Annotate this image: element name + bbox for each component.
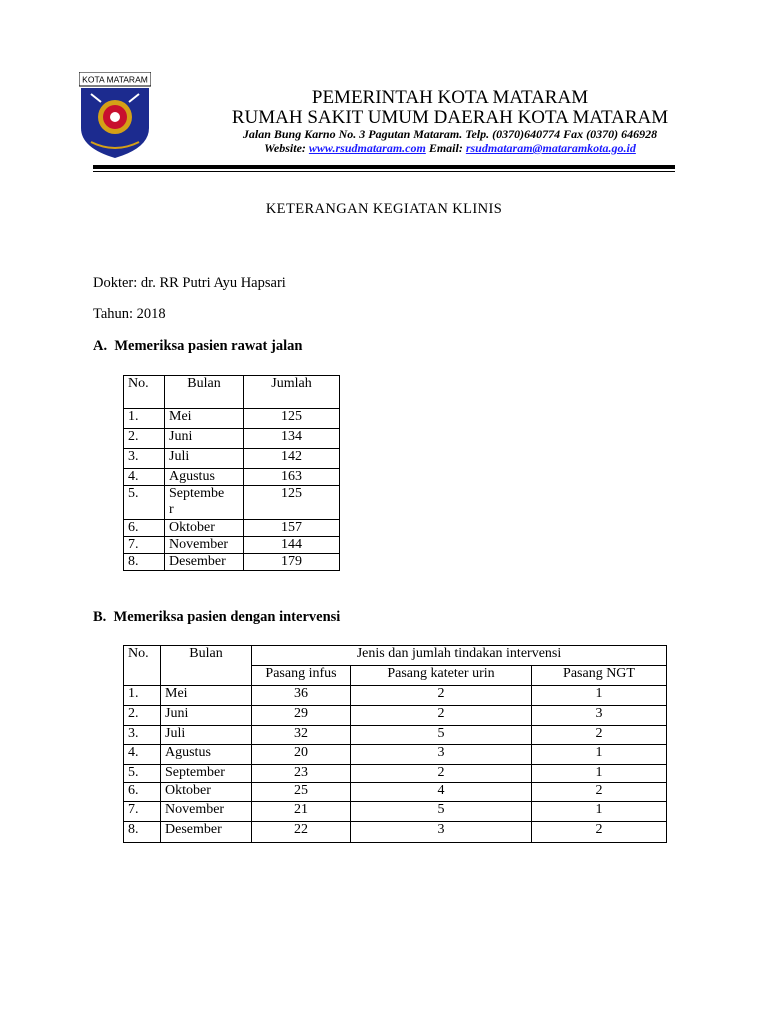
table-cell: Septembe r bbox=[165, 486, 244, 520]
table-row bbox=[124, 726, 667, 745]
section-a-heading: A. Memeriksa pasien rawat jalan bbox=[93, 338, 303, 354]
doctor-name: Dokter: dr. RR Putri Ayu Hapsari bbox=[93, 275, 286, 291]
table-row bbox=[124, 520, 340, 537]
table-row bbox=[124, 486, 340, 520]
table-cell: 3. bbox=[124, 726, 161, 745]
table-cell: 1. bbox=[124, 409, 165, 429]
table-row bbox=[124, 686, 667, 706]
table-cell: 142 bbox=[244, 449, 340, 469]
table-cell: 144 bbox=[244, 537, 340, 554]
letterhead-government: PEMERINTAH KOTA MATARAM bbox=[311, 87, 589, 108]
table-cell: Desember bbox=[165, 554, 244, 571]
table-cell: 4. bbox=[124, 745, 161, 765]
table-cell: 1 bbox=[532, 802, 667, 822]
table-cell: 20 bbox=[252, 745, 351, 765]
header-cell: Bulan bbox=[161, 646, 252, 686]
table-cell: 25 bbox=[252, 783, 351, 802]
table-row bbox=[124, 554, 340, 571]
letterhead-hospital-name: RUMAH SAKIT UMUM DAERAH KOTA MATARAM bbox=[231, 107, 669, 128]
table-cell: 8. bbox=[124, 554, 165, 571]
table-row bbox=[124, 429, 340, 449]
table-cell: 2. bbox=[124, 429, 165, 449]
table-cell: 7. bbox=[124, 537, 165, 554]
website-link[interactable]: www.rsudmataram.com bbox=[308, 141, 426, 155]
header-cell: Jumlah bbox=[244, 376, 340, 409]
table-cell: 22 bbox=[252, 822, 351, 843]
intervention-table bbox=[123, 645, 667, 843]
table-cell: Juni bbox=[161, 706, 252, 726]
table-cell: 5. bbox=[124, 765, 161, 783]
table-cell: 3 bbox=[351, 822, 532, 843]
table-cell: 163 bbox=[244, 469, 340, 486]
table-row bbox=[124, 449, 340, 469]
table-row bbox=[124, 706, 667, 726]
table-cell: Agustus bbox=[165, 469, 244, 486]
table-cell: 4. bbox=[124, 469, 165, 486]
section-b-heading: B. Memeriksa pasien dengan intervensi bbox=[93, 609, 341, 625]
svg-text:KOTA MATARAM: KOTA MATARAM bbox=[82, 74, 148, 85]
table-row bbox=[124, 537, 340, 554]
kota-mataram-emblem bbox=[79, 72, 151, 158]
table-cell: 6. bbox=[124, 520, 165, 537]
header-cell: Pasang infus bbox=[252, 666, 351, 686]
table-cell: 134 bbox=[244, 429, 340, 449]
table-cell: 3. bbox=[124, 449, 165, 469]
table-cell: Agustus bbox=[161, 745, 252, 765]
table-cell: 1. bbox=[124, 686, 161, 706]
email-link[interactable]: rsudmataram@mataramkota.go.id bbox=[465, 141, 636, 155]
letterhead-rule-thin bbox=[93, 171, 675, 172]
letterhead-contact bbox=[150, 141, 750, 156]
table-cell: Oktober bbox=[165, 520, 244, 537]
table-cell: 2 bbox=[351, 765, 532, 783]
table-cell: 3 bbox=[532, 706, 667, 726]
table-row bbox=[124, 745, 667, 765]
table-cell: 2 bbox=[532, 726, 667, 745]
table-cell: Mei bbox=[165, 409, 244, 429]
table-cell: Mei bbox=[161, 686, 252, 706]
table-cell: 23 bbox=[252, 765, 351, 783]
table-cell: September bbox=[161, 765, 252, 783]
table-cell: Juli bbox=[165, 449, 244, 469]
header-group-cell: Jenis dan jumlah tindakan intervensi bbox=[252, 646, 667, 666]
header-cell: Bulan bbox=[165, 376, 244, 409]
table-row bbox=[124, 409, 340, 429]
table-cell: 5 bbox=[351, 802, 532, 822]
table-cell: 2 bbox=[532, 822, 667, 843]
table-cell: 2 bbox=[351, 686, 532, 706]
table-cell: 3 bbox=[351, 745, 532, 765]
table-cell: 2 bbox=[351, 706, 532, 726]
table-cell: Desember bbox=[161, 822, 252, 843]
table-cell: 1 bbox=[532, 745, 667, 765]
table-cell: 157 bbox=[244, 520, 340, 537]
header-cell: Pasang NGT bbox=[532, 666, 667, 686]
table-cell: 4 bbox=[351, 783, 532, 802]
table-row bbox=[124, 783, 667, 802]
table-header-row bbox=[124, 646, 667, 666]
table-cell: 1 bbox=[532, 686, 667, 706]
table-cell: November bbox=[165, 537, 244, 554]
table-cell: Juni bbox=[165, 429, 244, 449]
table-header-row bbox=[124, 376, 340, 409]
table-cell: 5. bbox=[124, 486, 165, 520]
website-label: Website: bbox=[264, 141, 306, 155]
outpatient-table bbox=[123, 375, 340, 571]
table-row bbox=[124, 802, 667, 822]
table-cell: 5 bbox=[351, 726, 532, 745]
table-cell: Juli bbox=[161, 726, 252, 745]
header-cell: No. bbox=[124, 376, 165, 409]
table-row bbox=[124, 765, 667, 783]
table-row bbox=[124, 822, 667, 843]
table-cell: 1 bbox=[532, 765, 667, 783]
table-cell: 6. bbox=[124, 783, 161, 802]
table-cell: 21 bbox=[252, 802, 351, 822]
header-cell: Pasang kateter urin bbox=[351, 666, 532, 686]
table-row bbox=[124, 469, 340, 486]
table-cell: 125 bbox=[244, 409, 340, 429]
table-cell: Oktober bbox=[161, 783, 252, 802]
letterhead-address: Jalan Bung Karno No. 3 Pagutan Mataram. Telp. (0370)640774 Fax (0370) 646928 bbox=[242, 127, 658, 141]
document-title: KETERANGAN KEGIATAN KLINIS bbox=[265, 201, 503, 217]
table-cell: 2. bbox=[124, 706, 161, 726]
table-cell: 36 bbox=[252, 686, 351, 706]
year: Tahun: 2018 bbox=[93, 306, 166, 322]
letterhead-rule-thick bbox=[93, 165, 675, 169]
table-cell: 2 bbox=[532, 783, 667, 802]
table-cell: 179 bbox=[244, 554, 340, 571]
table-cell: 32 bbox=[252, 726, 351, 745]
table-cell: 7. bbox=[124, 802, 161, 822]
header-cell: No. bbox=[124, 646, 161, 686]
table-cell: November bbox=[161, 802, 252, 822]
email-label: Email: bbox=[428, 141, 463, 155]
table-cell: 29 bbox=[252, 706, 351, 726]
table-cell: 8. bbox=[124, 822, 161, 843]
table-cell: 125 bbox=[244, 486, 340, 520]
